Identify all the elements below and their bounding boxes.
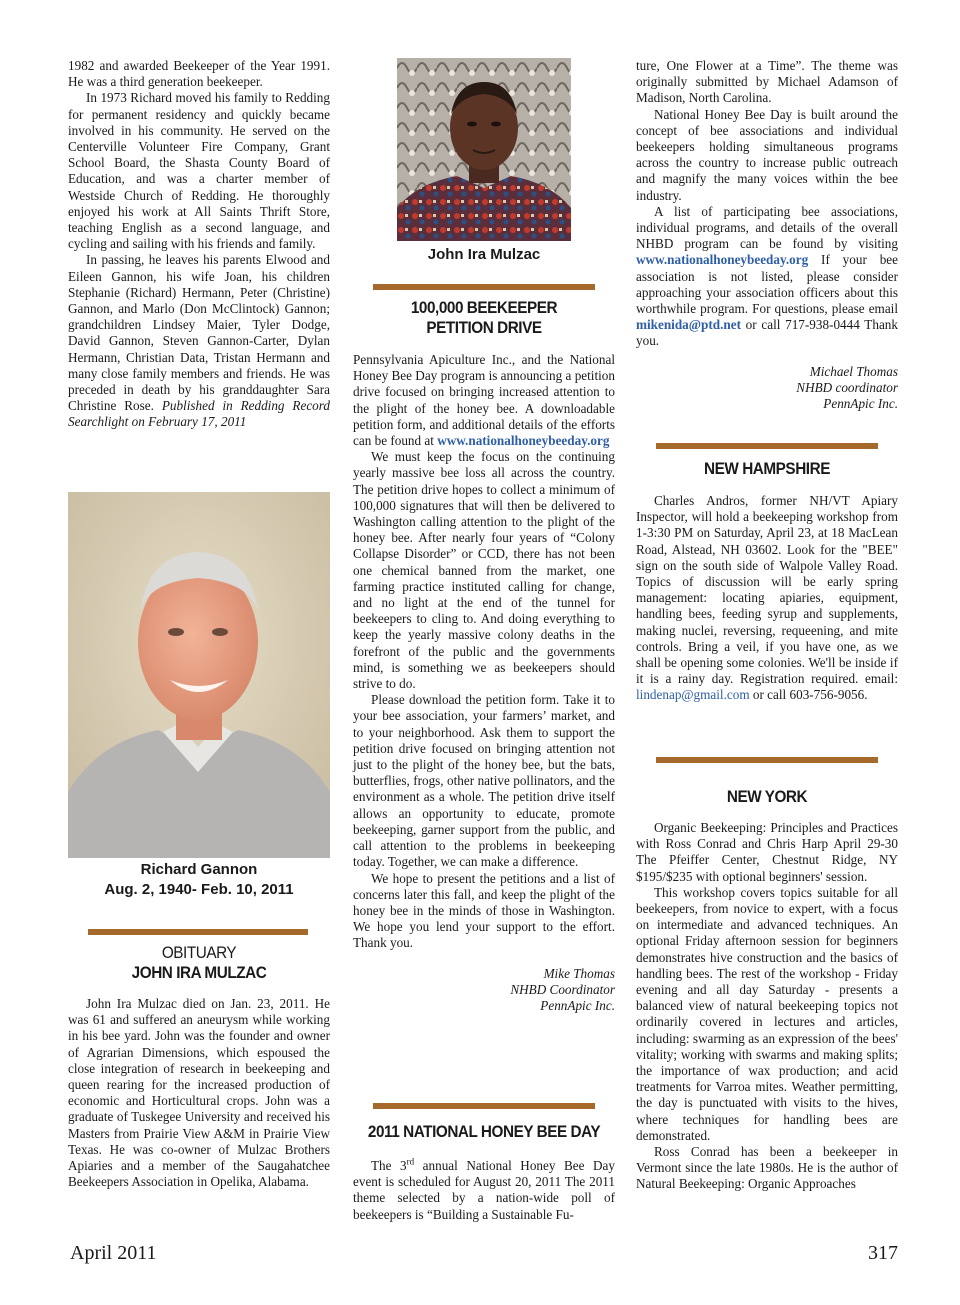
nhbd-link[interactable]: www.nationalhoneybeeday.org [636,252,809,268]
new-hampshire-body: Charles Andros, former NH/VT Apiary Inspector, will hold a beekeeping workshop from 1-3:30 PM on Saturday, April 23, at 18 MacLean Road, Alstead, NH 03602. Look for the "BEE" sign on the south side of Walpole Valley Road. Topics of discussion will be early spring management: locating apiaries, equipment, handling bees, feeding syrup and supplements, making nuclei, reversing, requeening, and mite controls. Bring a veil, if you have one, as we shall be opening some colonies. We'll be inside if it is a rainy day. Registration required. email: lindenap@gmail.com or call 603-756-9056. [636,493,898,703]
new-york-heading: NEW YORK [726,787,808,806]
honey-bee-day-body: The 3rd annual National Honey Bee Day event is scheduled for August 20, 2011 The 2011 theme selected by a nation-wide poll of beekeepers is “Building a Sustainable Fu- [353,1156,615,1222]
divider-rule [656,443,878,449]
signature: Michael Thomas NHBD coordinator PennApic Inc. [796,363,898,412]
obituary-body: John Ira Mulzac died on Jan. 23, 2011. He was 61 and suffered an aneurysm while working in his bee yard. John was the founder and owner of Agrarian Dimensions, which espoused the close integration of research in beekeeping and queen rearing for the increased production of economic and Horticultural crops. John was a graduate of Tuskegee University and received his Masters from Prairie View A&M in Prairie View Texas. He was co-owner of Mulzac Brothers Apiaries and a member of the Saugahatchee Beekeepers Association in Opelika, Alabama. [68,996,330,1190]
obituary-heading: OBITUARY JOHN IRA MULZAC [131,943,267,982]
honey-bee-day-heading: 2011 NATIONAL HONEY BEE DAY [367,1122,601,1141]
nhbd-link[interactable]: www.nationalhoneybeeday.org [437,433,610,449]
publication-note: Published in Redding Record Searchlight on February 17, 2011 [68,398,331,430]
email-link[interactable]: lindenap@gmail.com [636,687,750,703]
divider-rule [656,757,878,763]
new-york-body: Organic Beekeeping: Principles and Practices with Ross Conrad and Chris Harp April 29-30 The Pfeiffer Center, Chestnut Ridge, NY $195/$235 with optional beginners' session. This workshop covers topics suitable for all beekeepers, from novice to expert, with a focus on intermediate and advanced techniques. An optional Friday afternoon session for beginners demonstrates hive construction and the basics of handling bees. The rest of the workshop - Friday evening and all day Saturday - presents a balanced view of natural beekeeping topics not ordinarily covered in lectures and articles, including: swarming as an expression of the bees' vitality; working with swarms and making splits; the importance of wax production; and acid treatments for Varroa mites. Weather permitting, the day is punctuated with visits to the hives, where techniques for handling bees are demonstrated. Ross Conrad has been a beekeeper in Vermont since the late 1980s. He is the author of Natural Beekeeping: Organic Approaches [636,820,898,1192]
email-link[interactable]: mikenida@ptd.net [636,317,741,333]
gannon-photo-caption: Richard Gannon Aug. 2, 1940- Feb. 10, 2011 [104,861,294,898]
page-number: 317 [868,1242,898,1264]
petition-drive-body: Pennsylvania Apiculture Inc., and the National Honey Bee Day program is announcing a petition drive focused on bringing increased attention to the plight of the honey bee. A downloadable petition form, and additional details of the efforts can be found at www.nationalhoneybeeday.org We must keep the focus on the continuing yearly massive bee loss all across the country. The petition drive hopes to collect a minimum of 100,000 signatures that will then be delivered to Washington calling attention to the plight of the honey bee. After nearly four years of “Colony Collapse Disorder” or CCD, there has not been one chemical banned from the market, one farming practice instituted calling for change, and no light at the end of the tunnel for beekeepers to cling to. And doing everything to keep the yearly massive colony deaths in the forefront of the public and the governments mind, is something we as beekeepers should strive to do. Please download the petition form. Take it to your bee association, your farmers’ market, and to your neighborhood. Ask them to support the petition drive focused on bringing attention not just to the plight of the honey bee, but the bats, butterflies, frogs, other native pollinators, and the environment as a whole. The petition drive itself allows an opportunity to educate, promote beekeeping, garner support from the public, and call attention to the problems in beekeeping today. Together, we can make a difference. We hope to present the petitions and a list of concerns later this fall, and keep the plight of the honey bee in the minds of those in Washington. We hope you lend your support to the effort. Thank you. Mike Thomas NHBD Coordinator PennApic Inc. [353,352,615,1013]
column-3: ture, One Flower at a Time”. The theme was originally submitted by Michael Adamson of Madison, North Carolina. National Honey Bee Day is built around the concept of bee associations and individual beekeepers holding simultaneous programs across the country to increase public outreach and magnify the many voices within the bee industry. A list of participating bee associations, individual programs, and details of the overall NHBD program can be found by visiting www.nationalhoneybeeday.org If your bee association is not listed, please consider approaching your association officers about this worthwhile program. For questions, please email mikenida@ptd.net or call 717-938-0444 Thank you. Michael Thomas NHBD coordinator PennApic Inc. [636,58,898,412]
richard-gannon-photo [68,492,330,858]
gannon-text-1: 1982 and awarded Beekeeper of the Year 1991. He was a third generation beekeeper. [68,58,330,90]
mulzac-photo-caption: John Ira Mulzac [427,246,541,263]
divider-rule [373,1103,595,1109]
john-ira-mulzac-photo [397,58,571,241]
new-hampshire-heading: NEW HAMPSHIRE [704,459,830,478]
column-1 [68,58,330,431]
signature: Mike Thomas NHBD Coordinator PennApic Inc. [510,965,615,1013]
gannon-text-3: In passing, he leaves his parents Elwood and Eileen Gannon, his wife Joan, his children Stephanie (Richard) Hermann, Peter (Christine) Gannon, and Marlo (Don McClintock) Gannon; grandchildren Lindsey Maier, Tyler Dodge, David Gannon, Steven Gannon-Carter, Dylan Hermann, Christian Data, Tristan Hermann and many close family members and friends. He was preceded in death by his granddaughter Sara Christine Rose. Published in Redding Record Searchlight on February 17, 2011 [68,252,331,430]
divider-rule [88,929,308,935]
petition-drive-heading: 100,000 BEEKEEPER PETITION DRIVE [410,298,558,337]
divider-rule [373,284,595,290]
footer-date: April 2011 [70,1242,157,1264]
gannon-text-2: In 1973 Richard moved his family to Redding for permanent residency and quickly became involved in his community. He served on the Centerville Volunteer Fire Company, Grant School Board, the Shasta County Board of Education, and was a charter member of Westside Church of Redding. He thoroughly enjoyed his work at All Saints Thrift Store, teaching English as a second language, and cycling and sailing with his friends and family. [68,90,330,252]
